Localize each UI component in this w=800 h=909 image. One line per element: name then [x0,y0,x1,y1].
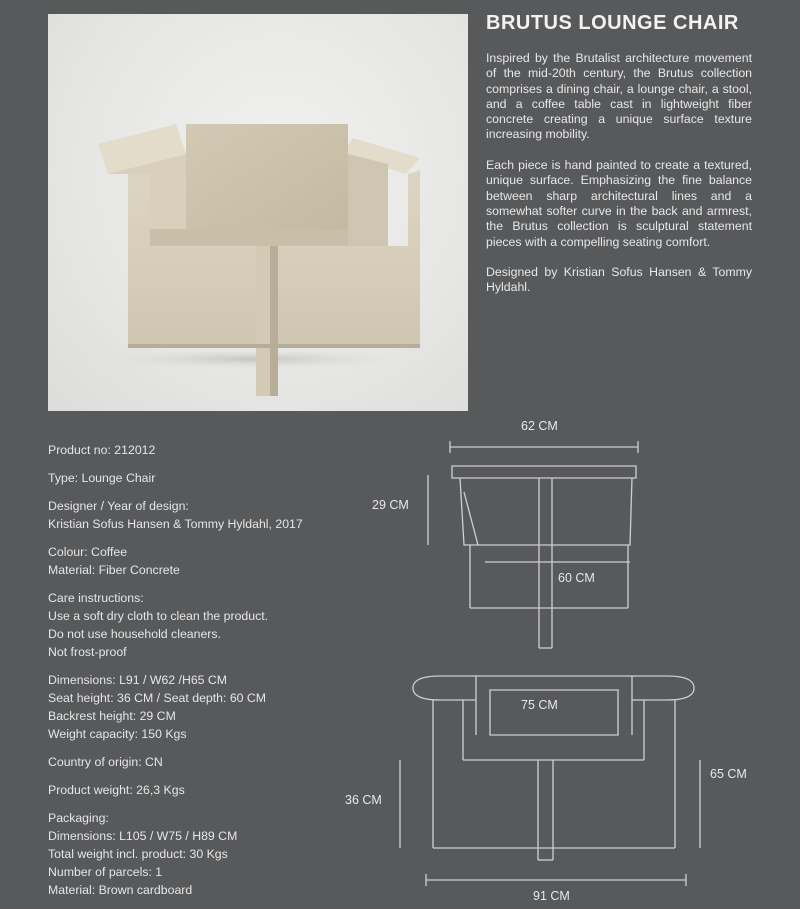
spec-pack-dimensions: Dimensions: L105 / W75 / H89 CM [48,829,238,843]
spec-type: Type: Lounge Chair [48,471,156,485]
spec-packaging-label: Packaging: [48,811,109,825]
description-paragraph: Designed by Kristian Sofus Hansen & Tommy Hyldahl. [486,265,752,295]
spec-material: Material: Fiber Concrete [48,563,180,577]
spec-origin: Country of origin: CN [48,755,163,769]
spec-product-no: Product no: 212012 [48,443,156,457]
dim-label-36: 36 CM [345,793,382,807]
dim-label-62: 62 CM [521,419,558,433]
spec-colour: Colour: Coffee [48,545,128,559]
product-title: BRUTUS LOUNGE CHAIR [486,12,739,34]
dim-label-91: 91 CM [533,889,570,903]
spec-parcels: Number of parcels: 1 [48,865,163,879]
spec-care-3: Not frost-proof [48,645,127,659]
spec-designer-value: Kristian Sofus Hansen & Tommy Hyldahl, 2017 [48,517,303,531]
spec-pack-weight: Total weight incl. product: 30 Kgs [48,847,228,861]
spec-designer-label: Designer / Year of design: [48,499,189,513]
side-view-drawing [428,441,638,648]
description-paragraph: Inspired by the Brutalist architecture movement of the mid-20th century, the Brutus collection comprises a dining chair, a lounge chair, a stool, and a coffee table cast in lightweight fiber concrete creating a unique surface texture increasing mobility. [486,51,752,142]
description-paragraph: Each piece is hand painted to create a textured, unique surface. Emphasizing the fine balance between sharp architectural lines and a somewhat softer curve in the back and armrest, the Brutus collection is sculptural statement pieces with a compelling seating comfort. [486,158,752,249]
spec-care-1: Use a soft dry cloth to clean the product. [48,609,269,623]
dim-label-75: 75 CM [521,698,558,712]
dim-label-29: 29 CM [372,498,409,512]
spec-care-label: Care instructions: [48,591,144,605]
spec-care-2: Do not use household cleaners. [48,627,221,641]
spec-dimensions: Dimensions: L91 / W62 /H65 CM [48,673,228,687]
spec-weight-capacity: Weight capacity: 150 Kgs [48,727,187,741]
spec-pack-material: Material: Brown cardboard [48,883,193,897]
spec-backrest: Backrest height: 29 CM [48,709,176,723]
dim-label-60: 60 CM [558,571,595,585]
dim-label-65: 65 CM [710,767,747,781]
spec-seat: Seat height: 36 CM / Seat depth: 60 CM [48,691,267,705]
spec-product-weight: Product weight: 26,3 Kgs [48,783,185,797]
